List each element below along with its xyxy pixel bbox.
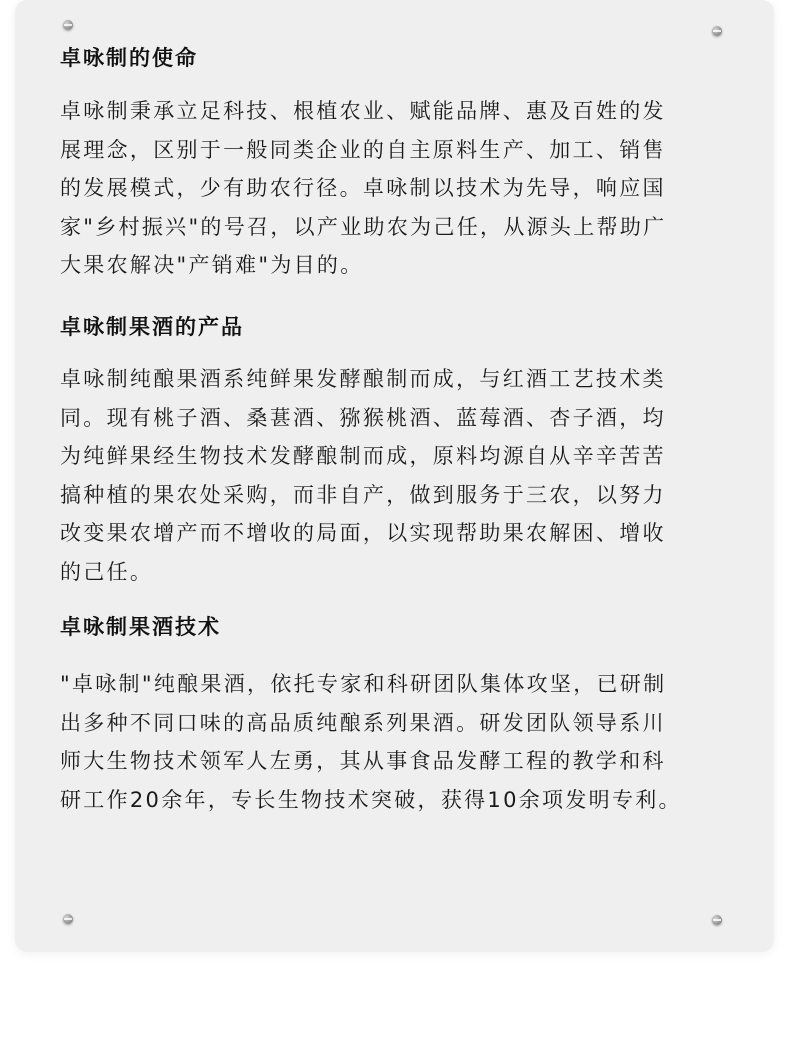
pin-icon (712, 26, 722, 36)
section-body: 卓咏制纯酿果酒系纯鲜果发酵酿制而成，与红酒工艺技术类 同。现有桃子酒、桑葚酒、猕猴桃酒、蓝莓酒、杏子酒，均 为纯鲜果经生物技术发酵酿制而成，原料均源自从辛辛苦苦 搞种植的果农处采购，而非自产，做到服务于三农，以努力 改变果农增产而不增收的局面，以实现帮助果农解困、增收 的己任。 (60, 367, 666, 584)
section-technology (60, 612, 750, 819)
section-title: 卓咏制的使命 (60, 46, 198, 70)
pin-icon (712, 915, 722, 925)
section-mission (60, 43, 750, 285)
section-body: "卓咏制"纯酿果酒，依托专家和科研团队集体攻坚，已研制 出多种不同口味的高品质纯酿系列果酒。研发团队领导系川 师大生物技术领军人左勇，其从事食品发酵工程的教学和科 研工作20余年，专长生物技术突破，获得10余项发明专利。 (60, 672, 682, 812)
pin-icon (63, 914, 73, 924)
section-title: 卓咏制果酒的产品 (60, 315, 244, 339)
section-products (60, 312, 750, 591)
section-title: 卓咏制果酒技术 (60, 615, 221, 639)
pin-icon (63, 20, 73, 30)
section-body: 卓咏制秉承立足科技、根植农业、赋能品牌、惠及百姓的发 展理念，区别于一般同类企业的自主原料生产、加工、销售 的发展模式，少有助农行径。卓咏制以技术为先导，响应国 家"乡村振兴"的号召，以产业助农为己任，从源头上帮助广 大果农解决"产销难"为目的。 (60, 99, 667, 277)
